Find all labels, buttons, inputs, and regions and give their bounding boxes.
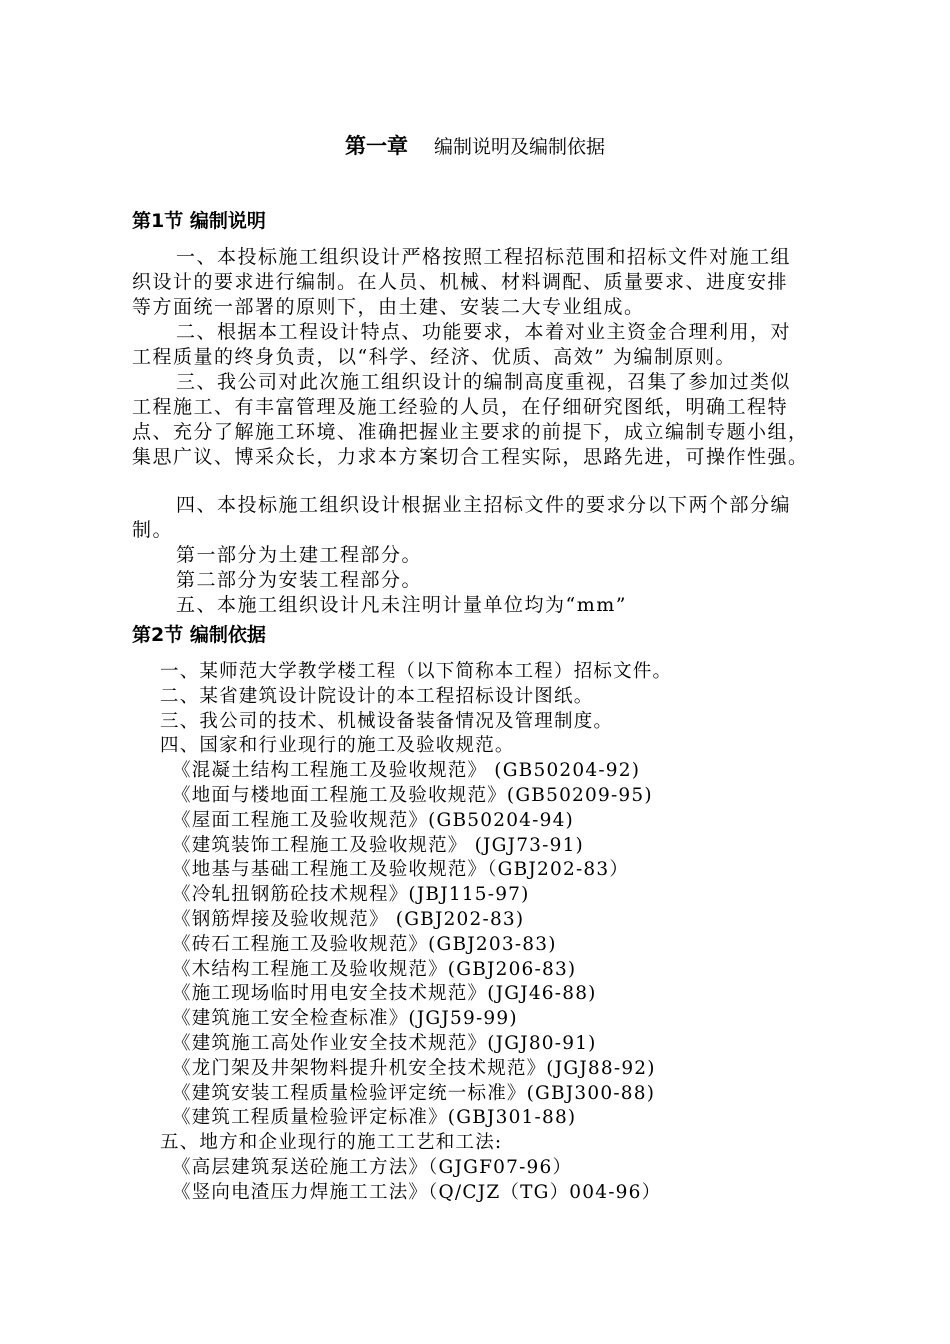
- p4b-line: 第二部分为安装工程部分。: [176, 569, 423, 591]
- standard-item: 《混凝土结构工程施工及验收规范》 (GB50204-92): [172, 760, 641, 782]
- p1-line: 织设计的要求进行编制。在人员、机械、材料调配、质量要求、进度安排: [132, 271, 789, 293]
- standard-item: 《龙门架及井架物料提升机安全技术规范》(JGJ88-92): [172, 1057, 656, 1079]
- section1-paragraphs: [132, 245, 872, 470]
- p4-line: 制。: [132, 519, 174, 541]
- p4a-line: 第一部分为土建工程部分。: [176, 544, 423, 566]
- method-item: 《高层建筑泵送砼施工方法》（GJGF07-96）: [172, 1156, 573, 1178]
- standard-item: 《建筑工程质量检验评定标准》(GBJ301-88): [172, 1107, 577, 1129]
- p2-line: 工程质量的终身负责，以“科学、经济、优质、高效” 为编制原则。: [132, 346, 736, 368]
- standard-item: 《建筑装饰工程施工及验收规范》 (JGJ73-91): [172, 834, 584, 856]
- standard-item: 《建筑施工高处作业安全技术规范》(JGJ80-91): [172, 1032, 597, 1054]
- p1-line: 一、本投标施工组织设计严格按照工程招标范围和招标文件对施工组: [176, 246, 792, 268]
- p3-line: 工程施工、有丰富管理及施工经验的人员，在仔细研究图纸，明确工程特: [132, 396, 789, 418]
- chapter-label: 第一章: [344, 134, 408, 158]
- chapter-title: [0, 130, 950, 160]
- basis-item: 四、国家和行业现行的施工及验收规范。: [160, 735, 515, 757]
- standard-item: 《地基与基础工程施工及验收规范》（GBJ202-83）: [172, 859, 630, 881]
- p3-line: 三、我公司对此次施工组织设计的编制高度重视，召集了参加过类似: [176, 371, 792, 393]
- standard-item: 《钢筋焊接及验收规范》 (GBJ202-83): [172, 908, 525, 930]
- section1-part2: [132, 493, 872, 618]
- section2-heading: 第2节 编制依据: [132, 624, 266, 646]
- basis-item: 一、某师范大学教学楼工程（以下简称本工程）招标文件。: [160, 661, 673, 682]
- basis-item: 五、地方和企业现行的施工工艺和工法:: [160, 1132, 503, 1154]
- p1-line: 等方面统一部署的原则下，由土建、安装二大专业组成。: [132, 296, 645, 318]
- standard-item: 《砖石工程施工及验收规范》(GBJ203-83): [172, 933, 557, 955]
- standard-item: 《地面与楼地面工程施工及验收规范》(GB50209-95): [172, 784, 653, 806]
- standard-item: 《建筑施工安全检查标准》(JGJ59-99): [172, 1008, 518, 1030]
- chapter-subtitle: 编制说明及编制依据: [433, 136, 605, 158]
- basis-item: 二、某省建筑设计院设计的本工程招标设计图纸。: [160, 685, 594, 707]
- basis-item: 三、我公司的技术、机械设备装备情况及管理制度。: [160, 710, 614, 732]
- standard-item: 《冷轧扭钢筋砼技术规程》(JBJ115-97): [172, 884, 530, 906]
- p5-line: 五、本施工组织设计凡未注明计量单位均为“mm”: [176, 594, 627, 616]
- standard-item: 《施工现场临时用电安全技术规范》(JGJ46-88): [172, 983, 597, 1005]
- p3-line: 点、充分了解施工环境、准确把握业主要求的前提下，成立编制专题小组，: [132, 421, 809, 443]
- section1-heading: 第1节 编制说明: [132, 210, 266, 232]
- standard-item: 《屋面工程施工及验收规范》(GB50204-94): [172, 809, 574, 831]
- p2-line: 二、根据本工程设计特点、功能要求，本着对业主资金合理利用，对: [176, 321, 792, 343]
- standard-item: 《木结构工程施工及验收规范》(GBJ206-83): [172, 958, 577, 980]
- p4-line: 四、本投标施工组织设计根据业主招标文件的要求分以下两个部分编: [176, 494, 792, 516]
- section2-list: [132, 660, 672, 1206]
- p3-line: 集思广议、博采众长，力求本方案切合工程实际，思路先进，可操作性强。: [132, 446, 809, 468]
- method-item: 《竖向电渣压力焊施工工法》（Q/CJZ（TG）004-96）: [172, 1181, 662, 1203]
- standard-item: 《建筑安装工程质量检验评定统一标准》(GBJ300-88): [172, 1082, 656, 1104]
